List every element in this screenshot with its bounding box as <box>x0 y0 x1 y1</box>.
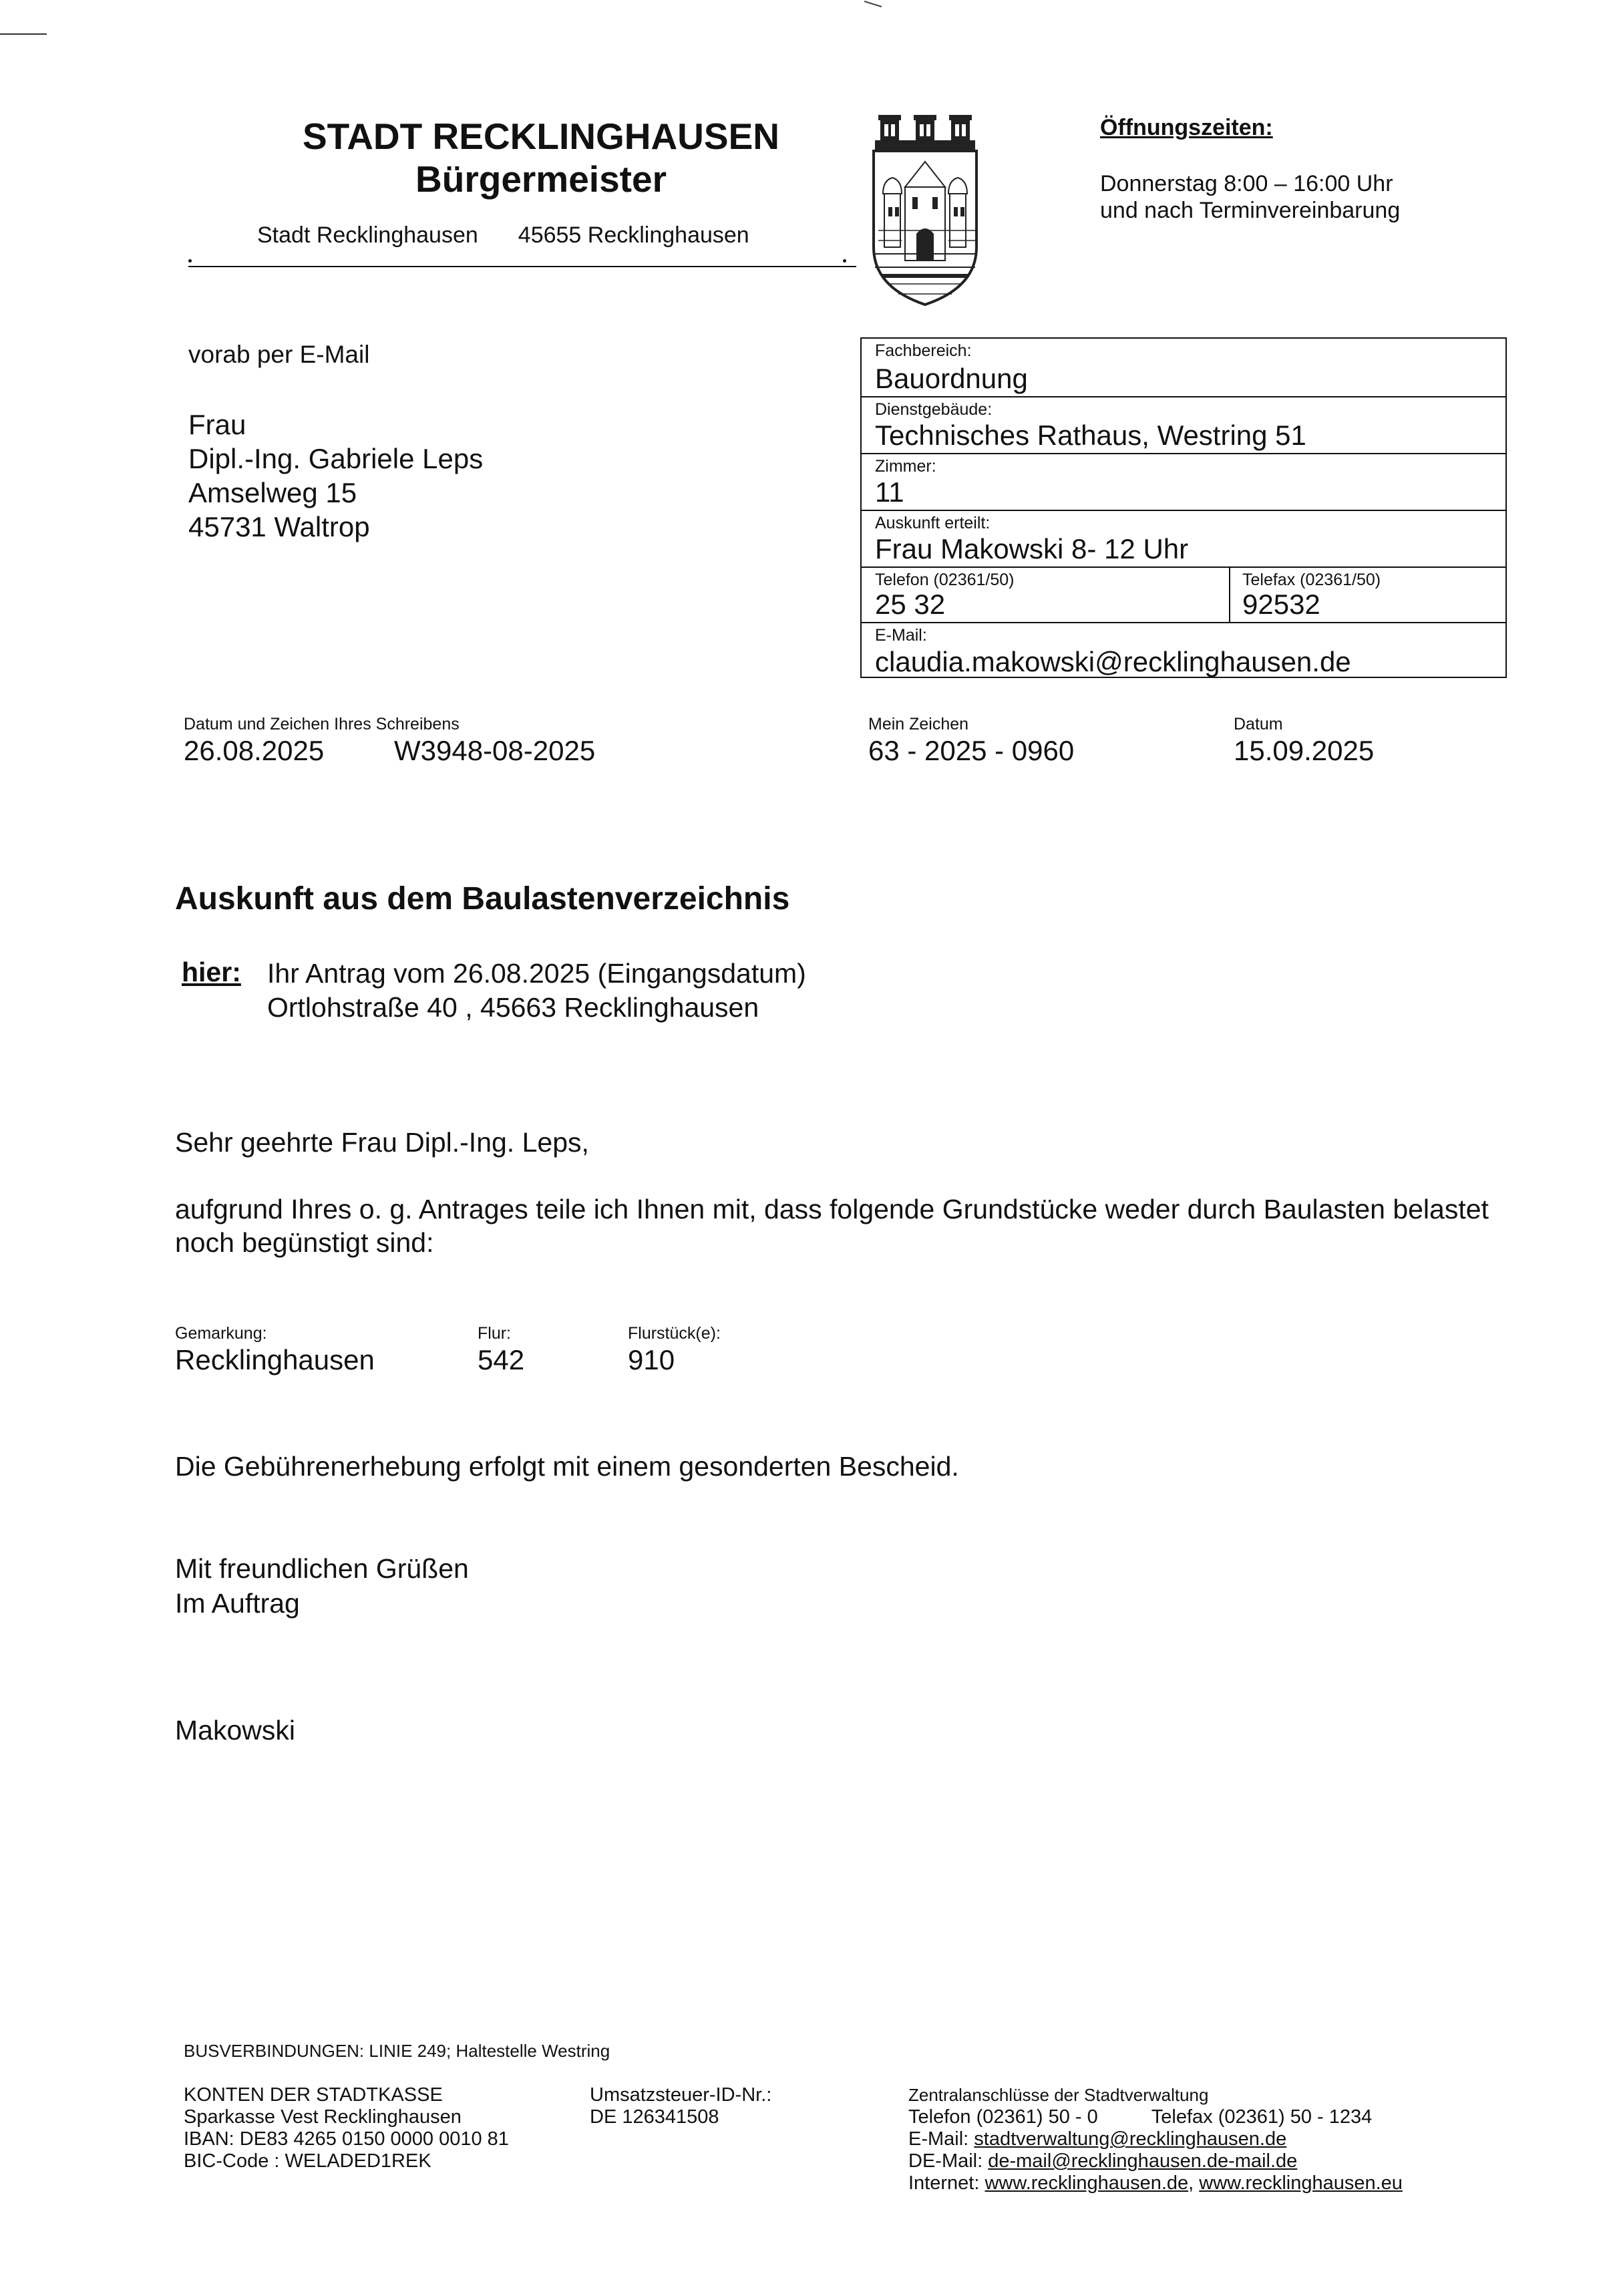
building-label: Dienstgebäude: <box>875 400 993 419</box>
central-email-label: E-Mail: <box>908 2128 969 2150</box>
department-label: Fachbereich: <box>875 341 972 360</box>
plot-value: 910 <box>628 1344 675 1375</box>
corridor-label: Flur: <box>478 1324 511 1343</box>
regarding-line: Ortlohstraße 40 , 45663 Recklinghausen <box>267 992 759 1023</box>
sender-name: Stadt Recklinghausen <box>257 222 478 248</box>
info-row-room <box>862 454 1505 511</box>
contact-value: Frau Makowski 8- 12 Uhr <box>875 533 1189 564</box>
recipient-city: 45731 Waltrop <box>188 511 370 542</box>
my-reference: 63 - 2025 - 0960 <box>868 735 1075 766</box>
district-value: Recklinghausen <box>175 1344 375 1375</box>
your-reference: W3948-08-2025 <box>394 735 596 766</box>
central-demail <box>908 2150 1403 2172</box>
closing-on-behalf: Im Auftrag <box>175 1588 300 1619</box>
bus-connections: BUSVERBINDUNGEN: LINIE 249; Haltestelle Westring <box>184 2041 610 2061</box>
info-row-phone-fax <box>862 568 1505 623</box>
cell-divider <box>1229 568 1230 622</box>
info-row-department <box>862 339 1505 397</box>
central-internet-label: Internet: <box>908 2172 980 2194</box>
date-label: Datum <box>1234 715 1283 733</box>
central-internet: Internet: www.recklinghausen.de, www.recklinghausen.eu <box>908 2172 1403 2194</box>
contact-label: Auskunft erteilt: <box>875 514 991 532</box>
scan-mark-top <box>863 0 883 8</box>
signature-name: Makowski <box>175 1715 295 1746</box>
central-title: Zentralanschlüsse der Stadtverwaltung <box>908 2085 1209 2105</box>
sender-address <box>257 222 749 249</box>
corridor-value: 542 <box>478 1344 525 1375</box>
bank-name: Sparkasse Vest Recklinghausen <box>184 2106 462 2128</box>
letter-salutation: Sehr geehrte Frau Dipl.-Ing. Leps, <box>175 1127 589 1158</box>
district-label: Gemarkung: <box>175 1324 267 1343</box>
central-demail-label: DE-Mail: <box>908 2150 983 2172</box>
central-email-link[interactable]: stadtverwaltung@recklinghausen.de <box>974 2128 1287 2150</box>
sender-rule <box>188 266 856 267</box>
body-paragraph: aufgrund Ihres o. g. Antrages teile ich Ihnen mit, dass folgende Grundstücke weder durch Baulasten belastet noch begünstigt sind: <box>175 1194 1489 1258</box>
room-value: 11 <box>875 476 904 508</box>
your-reference-label: Datum und Zeichen Ihres Schreibens <box>184 715 460 733</box>
bic: BIC-Code : WELADED1REK <box>184 2150 431 2172</box>
iban: IBAN: DE83 4265 0150 0000 0010 81 <box>184 2128 509 2150</box>
subject-heading: Auskunft aus dem Baulastenverzeichnis <box>175 881 790 917</box>
info-row-email <box>862 623 1505 679</box>
central-phone: Telefon (02361) 50 - 0 <box>908 2106 1098 2128</box>
vat-number: DE 126341508 <box>590 2106 719 2128</box>
central-fax: Telefax (02361) 50 - 1234 <box>1151 2106 1373 2128</box>
regarding-label: hier: <box>182 957 241 987</box>
email-label: E-Mail: <box>875 626 927 645</box>
plot-label: Flurstück(e): <box>628 1324 721 1343</box>
opening-hours-line: Donnerstag 8:00 – 16:00 Uhr <box>1100 171 1393 196</box>
fee-note: Die Gebührenerhebung erfolgt mit einem gesonderten Bescheid. <box>175 1451 959 1482</box>
opening-hours-line: und nach Terminvereinbarung <box>1100 198 1401 223</box>
dot-mark <box>843 259 846 263</box>
central-phone-fax <box>908 2106 1403 2128</box>
dot-mark <box>188 259 192 263</box>
central-demail-link[interactable]: de-mail@recklinghausen.de-mail.de <box>988 2150 1298 2172</box>
regarding-line: Ihr Antrag vom 26.08.2025 (Eingangsdatum) <box>267 958 806 989</box>
phone-label: Telefon (02361/50) <box>875 570 1015 589</box>
closing <box>175 1551 469 1621</box>
building-value: Technisches Rathaus, Westring 51 <box>875 420 1306 451</box>
opening-hours-title: Öffnungszeiten: <box>1100 115 1273 140</box>
internet-link-de[interactable]: www.recklinghausen.de <box>985 2172 1189 2194</box>
footer-central <box>908 2084 1403 2194</box>
contact-info-box <box>860 337 1507 678</box>
office-title: Bürgermeister <box>415 158 667 200</box>
info-row-building <box>862 397 1505 454</box>
opening-hours <box>1100 170 1400 224</box>
footer-vat <box>590 2084 771 2128</box>
recipient-street: Amselweg 15 <box>188 477 357 508</box>
fax-label: Telefax (02361/50) <box>1242 570 1381 589</box>
central-email <box>908 2128 1403 2150</box>
info-row-contact <box>862 511 1505 568</box>
accounts-title: KONTEN DER STADTKASSE <box>184 2084 443 2106</box>
recipient-salutation: Frau <box>188 409 246 440</box>
closing-greeting: Mit freundlichen Grüßen <box>175 1553 469 1584</box>
email-value[interactable]: claudia.makowski@recklinghausen.de <box>875 646 1351 677</box>
phone-value: 25 32 <box>875 589 946 620</box>
department-value: Bauordnung <box>875 363 1028 394</box>
letter-date: 15.09.2025 <box>1234 735 1375 766</box>
regarding-text <box>267 957 806 1025</box>
fax-value: 92532 <box>1242 589 1320 620</box>
your-date: 26.08.2025 <box>184 735 325 766</box>
recipient-address <box>188 407 483 544</box>
recipient-name: Dipl.-Ing. Gabriele Leps <box>188 443 484 474</box>
city-crest-logo <box>868 114 982 307</box>
my-reference-label: Mein Zeichen <box>868 715 969 733</box>
vat-label: Umsatzsteuer-ID-Nr.: <box>590 2084 772 2106</box>
sender-zip-city: 45655 Recklinghausen <box>518 222 749 248</box>
delivery-note: vorab per E-Mail <box>188 341 370 368</box>
internet-link-eu[interactable]: www.recklinghausen.eu <box>1199 2172 1403 2194</box>
city-title: STADT RECKLINGHAUSEN <box>303 116 779 157</box>
room-label: Zimmer: <box>875 457 936 476</box>
scan-mark <box>0 33 47 35</box>
footer-accounts <box>184 2084 509 2172</box>
